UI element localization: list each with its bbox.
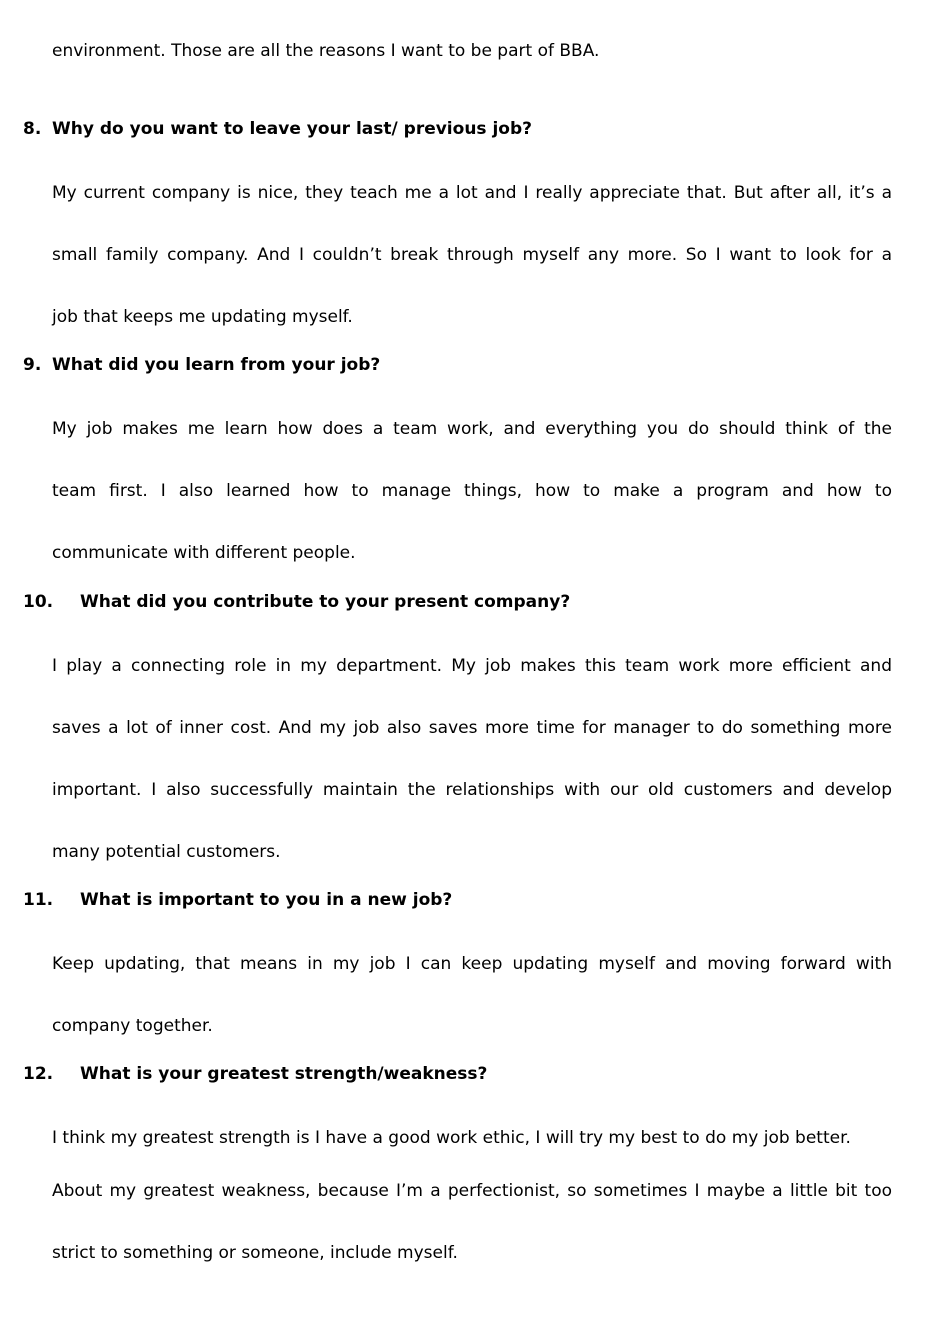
answer-line: many potential customers. (52, 842, 281, 862)
question-number: 9. (23, 355, 42, 375)
answer-line: important. I also successfully maintain the relationships with our old customers and develop (52, 780, 892, 800)
question-text: Why do you want to leave your last/ previous job? (52, 119, 532, 139)
question-number: 12. (23, 1064, 54, 1084)
answer-line: job that keeps me updating myself. (52, 307, 353, 327)
question-text: What did you learn from your job? (52, 355, 381, 375)
answer-line: strict to something or someone, include myself. (52, 1243, 458, 1263)
question-text: What is important to you in a new job? (80, 890, 453, 910)
answer-line: communicate with different people. (52, 543, 356, 563)
question-heading-11 (23, 889, 452, 911)
answer-line: team first. I also learned how to manage things, how to make a program and how to (52, 481, 892, 501)
question-heading-8 (23, 118, 532, 140)
answer-line: My current company is nice, they teach me a lot and I really appreciate that. But after all, it’s a (52, 183, 892, 203)
answer-line: I think my greatest strength is I have a good work ethic, I will try my best to do my job better. (52, 1128, 851, 1148)
question-text: What did you contribute to your present company? (80, 592, 571, 612)
question-heading-12 (23, 1063, 487, 1085)
question-number: 11. (23, 890, 54, 910)
question-text: What is your greatest strength/weakness? (80, 1064, 488, 1084)
question-heading-9 (23, 354, 380, 376)
question-number: 8. (23, 119, 42, 139)
answer-line: saves a lot of inner cost. And my job also saves more time for manager to do something more (52, 718, 892, 738)
question-heading-10 (23, 591, 570, 613)
question-number: 10. (23, 592, 54, 612)
answer-line: About my greatest weakness, because I’m a perfectionist, so sometimes I maybe a little bit too (52, 1181, 892, 1201)
answer-line: small family company. And I couldn’t break through myself any more. So I want to look for a (52, 245, 892, 265)
paragraph-line: environment. Those are all the reasons I want to be part of BBA. (52, 41, 600, 61)
answer-line: My job makes me learn how does a team work, and everything you do should think of the (52, 419, 892, 439)
answer-line: company together. (52, 1016, 213, 1036)
answer-line: I play a connecting role in my department. My job makes this team work more efficient and (52, 656, 892, 676)
answer-line: Keep updating, that means in my job I can keep updating myself and moving forward with (52, 954, 892, 974)
